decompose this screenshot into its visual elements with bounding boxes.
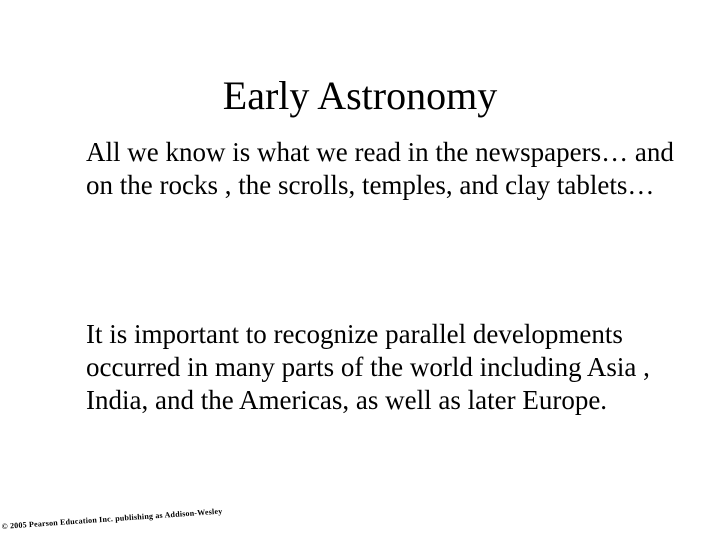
copyright-notice: © 2005 Pearson Education Inc. publishing as Addison-Wesley [1,506,223,531]
body-paragraph-2: It is important to recognize parallel developments occurred in many parts of the world including Asia , India, and the Americas, as well as later Europe. [86,319,650,415]
slide-title-text: Early Astronomy [222,73,498,118]
slide-title [0,72,720,120]
body-paragraph-1: All we know is what we read in the newspapers… and on the rocks , the scrolls, temples, and clay tablets… [86,137,674,200]
